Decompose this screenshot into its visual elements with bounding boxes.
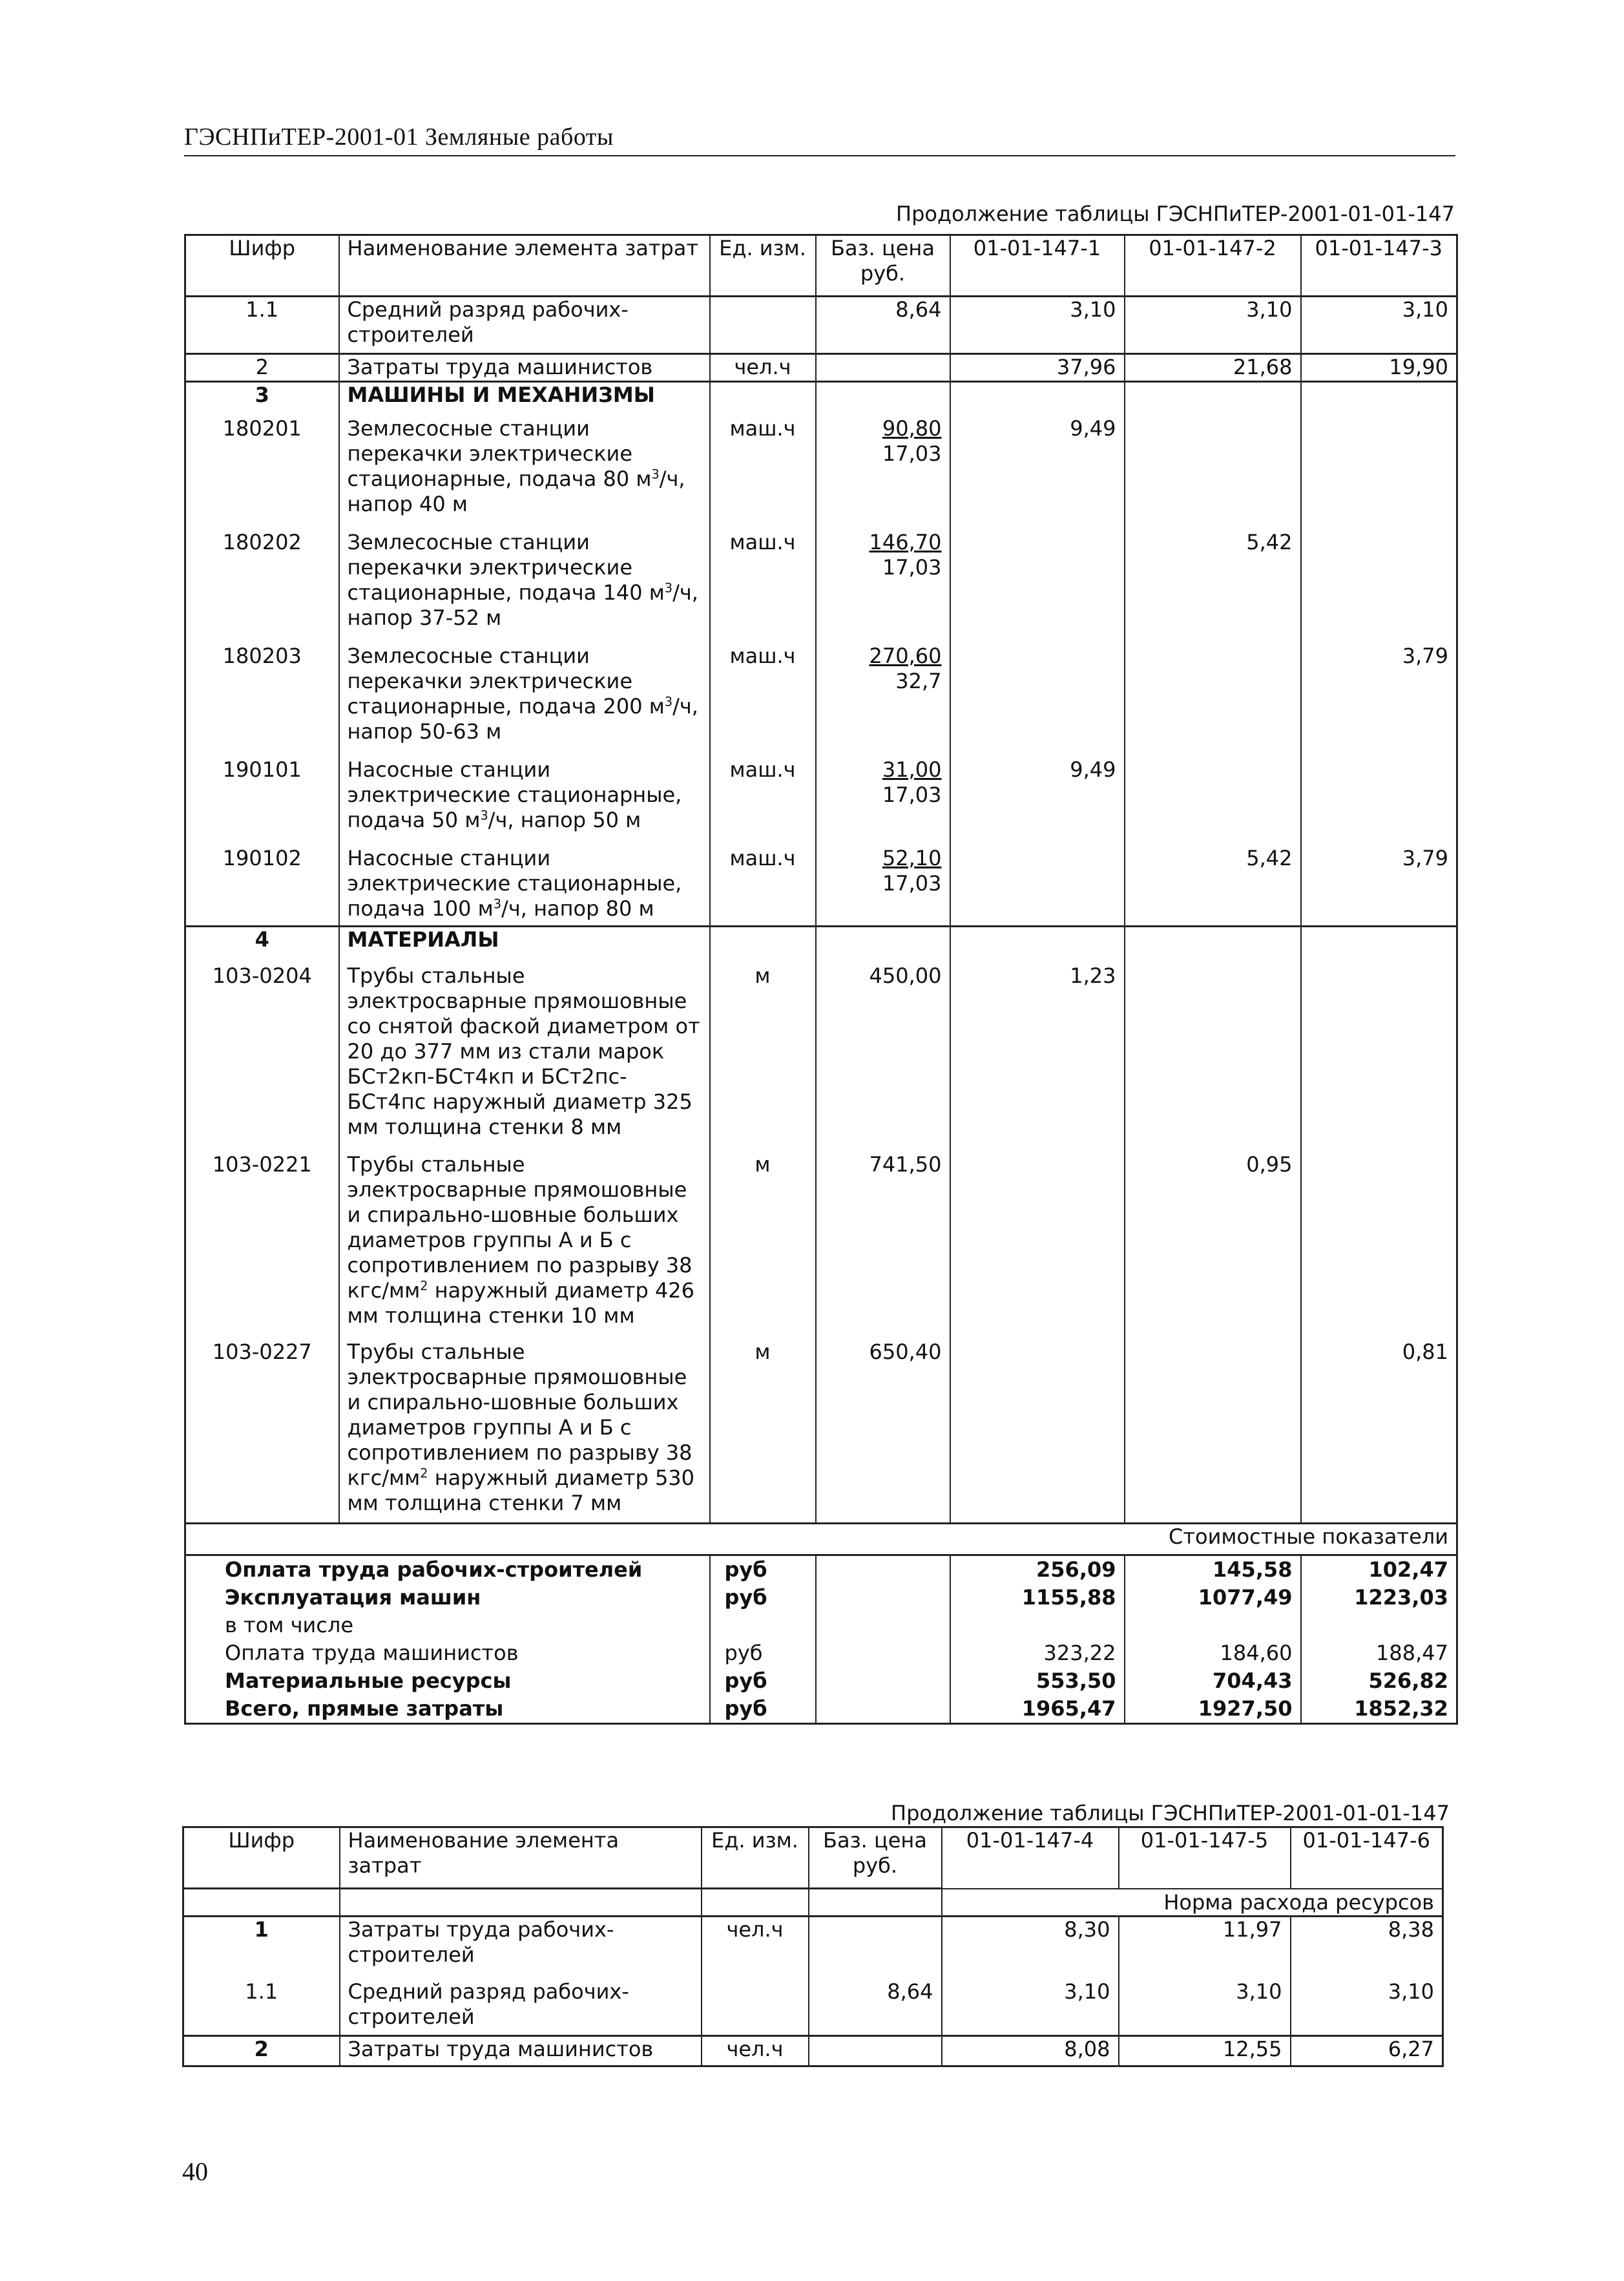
row-code: 180203 (185, 644, 339, 757)
row-value-1 (950, 1152, 1125, 1340)
row-unit: маш.ч (710, 416, 816, 530)
table2-caption: Продолжение таблицы ГЭСНПиТЕР-2001-01-01-147 (891, 1801, 1450, 1825)
row-price: 270,60 32,7 (816, 644, 950, 757)
summary-value-3: 526,82 (1301, 1667, 1457, 1695)
row-code: 2 (183, 2035, 340, 2066)
header-col3: 01-01-147-6 (1291, 1827, 1443, 1889)
summary-value-1: 323,22 (950, 1639, 1125, 1667)
table-row (183, 2035, 1443, 2066)
header-unit: Ед. изм. (702, 1827, 809, 1889)
row-value-3: 8,38 (1291, 1916, 1443, 1979)
table-row (183, 1916, 1443, 1979)
header-col1: 01-01-147-1 (950, 235, 1125, 297)
section-title: МАШИНЫ И МЕХАНИЗМЫ (339, 382, 710, 417)
row-value-1: 3,10 (950, 297, 1125, 354)
row-value-3 (1301, 1152, 1457, 1340)
row-unit: м (710, 1340, 816, 1524)
summary-value-2: 1077,49 (1125, 1584, 1301, 1612)
row-value-1: 3,10 (942, 1979, 1119, 2036)
row-value-2: 12,55 (1119, 2035, 1291, 2066)
row-name: Средний разряд рабочих-строителей (339, 297, 710, 354)
table-row (185, 416, 1457, 530)
summary-row (185, 1695, 1457, 1724)
table1-caption: Продолжение таблицы ГЭСНПиТЕР-2001-01-01-147 (896, 202, 1455, 226)
row-value-2 (1125, 416, 1301, 530)
row-value-3: 0,81 (1301, 1340, 1457, 1524)
summary-value-2: 145,58 (1125, 1555, 1301, 1584)
row-name: Трубы стальные электросварные прямошовные и спирально-шовные больших диаметров группы А и Б с сопротивлением по разрыву 38 кгс/$мм^2$ наружный диаметр 530 мм толщина стенки 7 мм (339, 1340, 710, 1524)
summary-unit: руб (710, 1695, 816, 1724)
resource-table-1 (184, 234, 1458, 1725)
header-price: Баз. цена руб. (816, 235, 950, 297)
table-row (185, 297, 1457, 354)
row-name: Затраты труда машинистов (339, 354, 710, 382)
row-code: 3 (185, 382, 339, 417)
row-value-3 (1301, 757, 1457, 846)
summary-label: в том числе (185, 1612, 710, 1639)
page-number: 40 (182, 2157, 208, 2186)
row-value-1: 9,49 (950, 757, 1125, 846)
row-value-2 (1125, 644, 1301, 757)
table2-header-row (183, 1827, 1443, 1889)
summary-label: Оплата труда рабочих-строителей (185, 1555, 710, 1584)
table-row (185, 644, 1457, 757)
section-title: МАТЕРИАЛЫ (339, 927, 710, 964)
header-col2: 01-01-147-2 (1125, 235, 1301, 297)
row-price: 90,80 17,03 (816, 416, 950, 530)
header-unit: Ед. изм. (710, 235, 816, 297)
row-value-3: 3,79 (1301, 644, 1457, 757)
table-row (185, 757, 1457, 846)
row-value-2: 3,10 (1119, 1979, 1291, 2036)
header-col3: 01-01-147-3 (1301, 235, 1457, 297)
row-unit (702, 1979, 809, 2036)
summary-label: Материальные ресурсы (185, 1667, 710, 1695)
section-row (185, 382, 1457, 417)
row-unit: маш.ч (710, 644, 816, 757)
row-unit: маш.ч (710, 530, 816, 644)
summary-unit: руб (710, 1667, 816, 1695)
row-value-3: 19,90 (1301, 354, 1457, 382)
row-name: Землесосные станции перекачки электрические стационарные, подача 200 $м^3/ч$, напор 50-63 м (339, 644, 710, 757)
row-value-3: 6,27 (1291, 2035, 1443, 2066)
row-code: 2 (185, 354, 339, 382)
row-value-2: 3,10 (1125, 297, 1301, 354)
row-value-1 (950, 846, 1125, 927)
row-code: 1.1 (183, 1979, 340, 2036)
row-name: Землесосные станции перекачки электрические стационарные, подача 140 $м^3/ч$, напор 37-52 м (339, 530, 710, 644)
resource-table-2 (182, 1826, 1444, 2067)
summary-label: Эксплуатация машин (185, 1584, 710, 1612)
row-value-1: 8,30 (942, 1916, 1119, 1979)
table1-header-row (185, 235, 1457, 297)
summary-row (185, 1555, 1457, 1584)
row-code: 103-0221 (185, 1152, 339, 1340)
summary-row (185, 1667, 1457, 1695)
row-value-1: 9,49 (950, 416, 1125, 530)
row-price: 146,70 17,03 (816, 530, 950, 644)
header-col1: 01-01-147-4 (942, 1827, 1119, 1889)
row-unit: маш.ч (710, 757, 816, 846)
row-value-1 (950, 644, 1125, 757)
row-unit: маш.ч (710, 846, 816, 927)
summary-title: Стоимостные показатели (185, 1524, 1457, 1555)
row-value-2 (1125, 963, 1301, 1152)
table-row (185, 1152, 1457, 1340)
header-col2: 01-01-147-5 (1119, 1827, 1291, 1889)
row-unit: чел.ч (702, 1916, 809, 1979)
row-value-3: 3,10 (1301, 297, 1457, 354)
row-price: 8,64 (809, 1979, 942, 2036)
row-value-1 (950, 530, 1125, 644)
table-row (185, 530, 1457, 644)
row-price: 52,10 17,03 (816, 846, 950, 927)
header-code: Шифр (185, 235, 339, 297)
summary-label: Всего, прямые затраты (185, 1695, 710, 1724)
row-name: Средний разряд рабочих-строителей (340, 1979, 702, 2036)
summary-unit: руб (710, 1639, 816, 1667)
table-row (185, 1340, 1457, 1524)
summary-unit: руб (710, 1584, 816, 1612)
row-price (809, 2035, 942, 2066)
summary-value-1: 256,09 (950, 1555, 1125, 1584)
summary-value-2: 1927,50 (1125, 1695, 1301, 1724)
table-row (185, 963, 1457, 1152)
summary-label: Оплата труда машинистов (185, 1639, 710, 1667)
row-name: Насосные станции электрические стационарные, подача 100 $м^3/ч$, напор 80 м (339, 846, 710, 927)
row-value-2: 21,68 (1125, 354, 1301, 382)
row-value-3: 3,10 (1291, 1979, 1443, 2036)
row-code: 190102 (185, 846, 339, 927)
row-name: Затраты труда машинистов (340, 2035, 702, 2066)
row-name: Затраты труда рабочих-строителей (340, 1916, 702, 1979)
norm-title-row (183, 1889, 1443, 1917)
row-price: 8,64 (816, 297, 950, 354)
summary-value-1: 553,50 (950, 1667, 1125, 1695)
table-row (183, 1979, 1443, 2036)
row-price (809, 1916, 942, 1979)
row-code: 1 (183, 1916, 340, 1979)
row-value-2: 5,42 (1125, 530, 1301, 644)
row-name: Трубы стальные электросварные прямошовные со снятой фаской диаметром от 20 до 377 мм из стали марок БСт2кп-БСт4кп и БСт2пс-БСт4пс наружный диаметр 325 мм толщина стенки 8 мм (339, 963, 710, 1152)
row-price: 31,00 17,03 (816, 757, 950, 846)
section-row (185, 927, 1457, 964)
table-row (185, 354, 1457, 382)
summary-value-3: 188,47 (1301, 1639, 1457, 1667)
row-value-3 (1301, 963, 1457, 1152)
row-price: 741,50 (816, 1152, 950, 1340)
row-code: 190101 (185, 757, 339, 846)
summary-value-2: 184,60 (1125, 1639, 1301, 1667)
summary-value-3: 102,47 (1301, 1555, 1457, 1584)
header-name: Наименование элемента затрат (340, 1827, 702, 1889)
row-value-1 (950, 1340, 1125, 1524)
summary-value-3: 1852,32 (1301, 1695, 1457, 1724)
summary-value-1: 1965,47 (950, 1695, 1125, 1724)
row-code: 103-0204 (185, 963, 339, 1152)
row-name: Землесосные станции перекачки электрические стационарные, подача 80 $м^3/ч$, напор 40 м (339, 416, 710, 530)
row-code: 180202 (185, 530, 339, 644)
row-code: 180201 (185, 416, 339, 530)
summary-value-2: 704,43 (1125, 1667, 1301, 1695)
summary-value-3: 1223,03 (1301, 1584, 1457, 1612)
table-row (185, 846, 1457, 927)
header-price: Баз. цена руб. (809, 1827, 942, 1889)
row-name: Насосные станции электрические стационарные, подача 50 $м^3/ч$, напор 50 м (339, 757, 710, 846)
header-code: Шифр (183, 1827, 340, 1889)
row-value-2: 0,95 (1125, 1152, 1301, 1340)
row-value-1: 37,96 (950, 354, 1125, 382)
row-unit: чел.ч (710, 354, 816, 382)
row-unit (710, 297, 816, 354)
row-unit: м (710, 963, 816, 1152)
row-code: 1.1 (185, 297, 339, 354)
row-value-3 (1301, 416, 1457, 530)
row-price (816, 354, 950, 382)
summary-row (185, 1584, 1457, 1612)
summary-header-row (185, 1524, 1457, 1555)
header-name: Наименование элемента затрат (339, 235, 710, 297)
norm-title: Норма расхода ресурсов (942, 1889, 1443, 1917)
summary-unit: руб (710, 1555, 816, 1584)
running-head: ГЭСНПиТЕР-2001-01 Земляные работы (184, 123, 614, 151)
row-price: 650,40 (816, 1340, 950, 1524)
row-unit: м (710, 1152, 816, 1340)
row-value-1: 1,23 (950, 963, 1125, 1152)
row-value-2 (1125, 1340, 1301, 1524)
row-value-1: 8,08 (942, 2035, 1119, 2066)
summary-value-1: 1155,88 (950, 1584, 1125, 1612)
row-value-2: 5,42 (1125, 846, 1301, 927)
row-value-3: 3,79 (1301, 846, 1457, 927)
row-code: 4 (185, 927, 339, 964)
row-value-2: 11,97 (1119, 1916, 1291, 1979)
summary-row (185, 1639, 1457, 1667)
header-rule (184, 155, 1455, 156)
row-unit: чел.ч (702, 2035, 809, 2066)
summary-row (185, 1612, 1457, 1639)
row-price: 450,00 (816, 963, 950, 1152)
row-value-3 (1301, 530, 1457, 644)
row-value-2 (1125, 757, 1301, 846)
row-name: Трубы стальные электросварные прямошовные и спирально-шовные больших диаметров группы А и Б с сопротивлением по разрыву 38 кгс/$мм^2$ наружный диаметр 426 мм толщина стенки 10 мм (339, 1152, 710, 1340)
row-code: 103-0227 (185, 1340, 339, 1524)
